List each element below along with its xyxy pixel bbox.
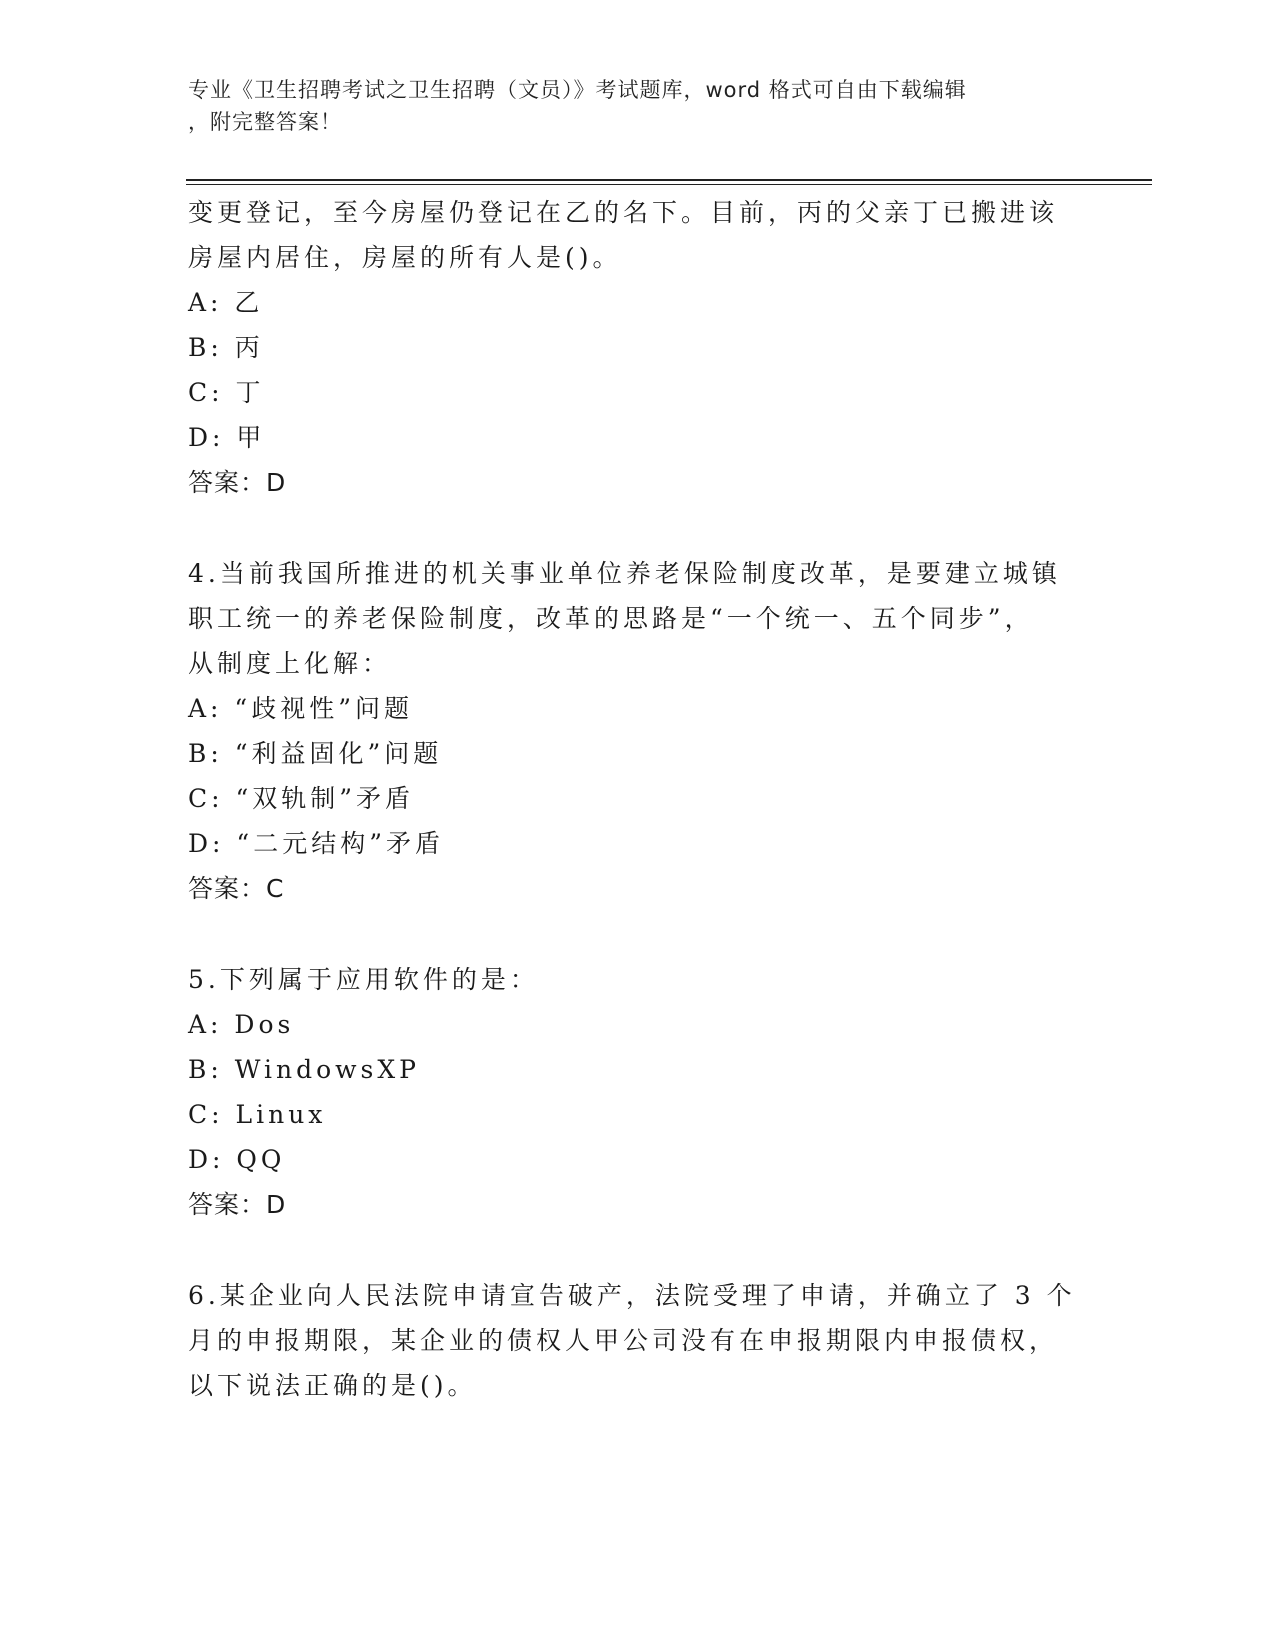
question-stem-line: 月的申报期限，某企业的债权人甲公司没有在申报期限内申报债权， (188, 1326, 1059, 1355)
document-header (188, 74, 1068, 138)
question-stem-line: 从制度上化解： (188, 649, 392, 678)
option-c: C: 丁 (188, 378, 265, 407)
header-line-1: 专业《卫生招聘考试之卫生招聘（文员）》考试题库，word 格式可自由下载编辑 (188, 78, 967, 102)
question-stem-line: 4.当前我国所推进的机关事业单位养老保险制度改革，是要建立城镇 (188, 559, 1061, 588)
question-block (188, 1273, 1088, 1408)
option-b: B: “利益固化”问题 (188, 739, 443, 768)
question-block (188, 551, 1088, 911)
question-stem-line: 变更登记，至今房屋仍登记在乙的名下。目前，丙的父亲丁已搬进该 (188, 198, 1059, 227)
header-divider (186, 179, 1152, 185)
option-b: B: 丙 (188, 333, 264, 362)
header-line-2: ，附完整答案！ (188, 110, 342, 134)
answer-text: 答案：D (188, 1190, 287, 1219)
option-d: D: 甲 (188, 423, 266, 452)
option-a: A: 乙 (188, 288, 264, 317)
question-stem-line: 房屋内居住，房屋的所有人是()。 (188, 243, 622, 272)
option-a: A: “歧视性”问题 (188, 694, 413, 723)
option-d: D: “二元结构”矛盾 (188, 829, 444, 858)
question-block (188, 957, 1088, 1227)
option-b: B: WindowsXP (188, 1055, 420, 1084)
option-c: C: “双轨制”矛盾 (188, 784, 415, 813)
option-a: A: Dos (188, 1010, 295, 1039)
document-body (188, 190, 1088, 1408)
question-stem-line: 6.某企业向人民法院申请宣告破产，法院受理了申请，并确立了 3 个 (188, 1281, 1076, 1310)
answer-text: 答案：C (188, 874, 285, 903)
question-stem-line: 5.下列属于应用软件的是： (188, 965, 539, 994)
option-d: D: QQ (188, 1145, 286, 1174)
spacer (188, 911, 1088, 957)
option-c: C: Linux (188, 1100, 327, 1129)
answer-text: 答案：D (188, 468, 287, 497)
question-stem-line: 以下说法正确的是()。 (188, 1371, 477, 1400)
spacer (188, 1227, 1088, 1273)
question-stem-line: 职工统一的养老保险制度，改革的思路是“一个统一、五个同步”， (188, 604, 1034, 633)
spacer (188, 505, 1088, 551)
question-block (188, 190, 1088, 505)
